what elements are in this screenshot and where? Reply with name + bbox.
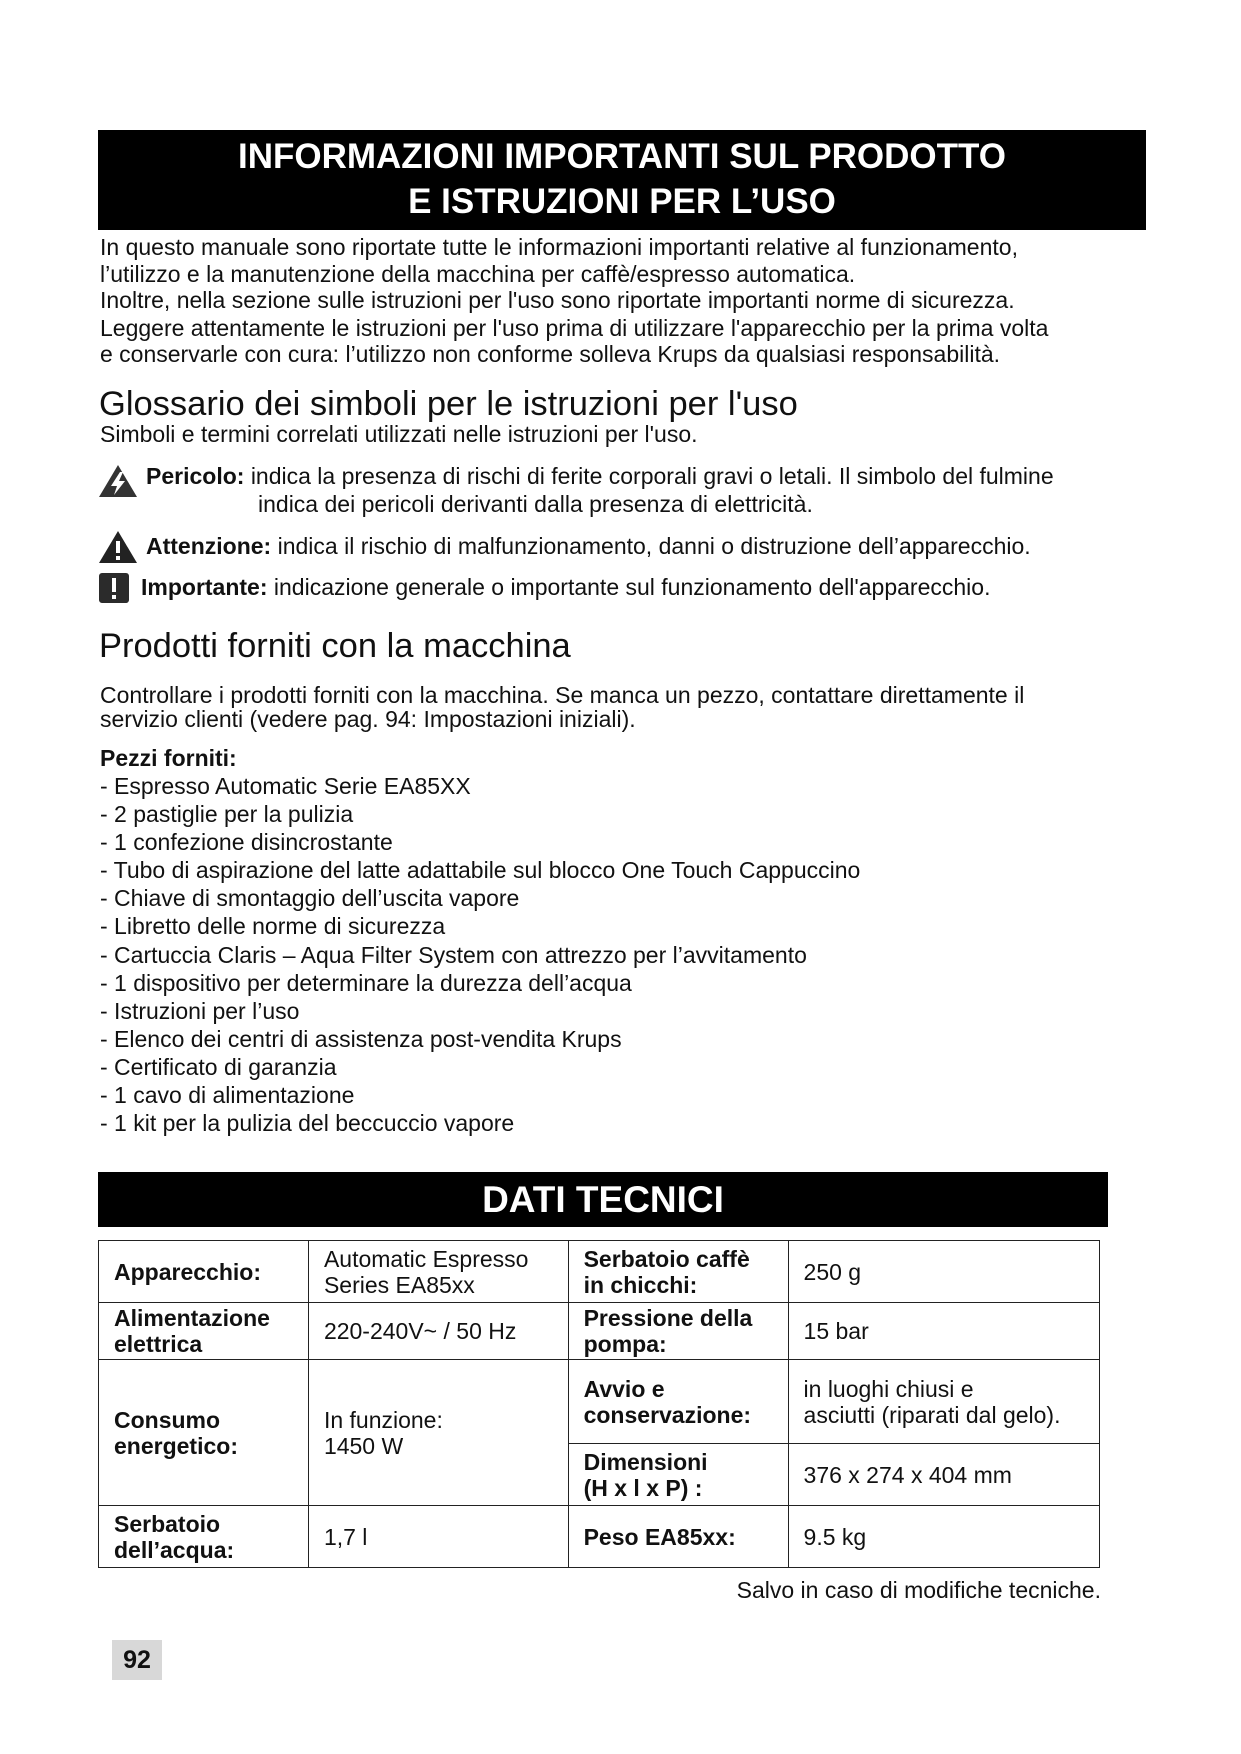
parts-list — [100, 772, 860, 1137]
apparecchio-label: Apparecchio: — [99, 1241, 309, 1303]
glossary-pericolo — [98, 462, 1158, 518]
pressione-label-line: pompa: — [583, 1331, 667, 1357]
importante-text: indicazione generale o importante sul funzionamento dell'apparecchio. — [273, 574, 991, 600]
glossary-subtitle: Simboli e termini correlati utilizzati nelle istruzioni per l'uso. — [100, 421, 698, 447]
avvio-label — [568, 1360, 788, 1444]
parts-label: Pezzi forniti: — [100, 745, 237, 771]
intro-line: Leggere attentamente le istruzioni per l'uso prima di utilizzare l'apparecchio per la prima volta — [100, 314, 1049, 341]
attenzione-text: indica il rischio di malfunzionamento, danni o distruzione dell’apparecchio. — [277, 533, 1031, 559]
table-row — [99, 1506, 1100, 1568]
tech-heading-banner — [98, 1172, 1108, 1227]
attenzione-label: Attenzione: — [146, 533, 272, 559]
table-row — [99, 1360, 1100, 1444]
pressione-label-line: Pressione della — [583, 1305, 753, 1331]
list-item: - Istruzioni per l’uso — [100, 997, 300, 1024]
list-item: - Chiave di smontaggio dell’uscita vapore — [100, 885, 520, 912]
apparecchio-value-line: Automatic Espresso — [323, 1245, 529, 1272]
peso-value: 9.5 kg — [788, 1506, 1099, 1568]
serbatoio-acqua-label-line: dell’acqua: — [114, 1536, 235, 1563]
exclamation-box-icon — [98, 572, 130, 604]
page-number: 92 — [112, 1640, 162, 1680]
serbatoio-acqua-label — [99, 1506, 309, 1568]
page-title-line1: INFORMAZIONI IMPORTANTI SUL PRODOTTO — [237, 137, 1007, 176]
intro-line: Inoltre, nella sezione sulle istruzioni per l'uso sono riportate importanti norme di sicurezza. — [100, 287, 1015, 313]
intro-paragraph — [100, 234, 1160, 368]
dimensioni-label-line: (H x l x P) : — [583, 1474, 703, 1501]
avvio-value-line: in luoghi chiusi e — [803, 1375, 974, 1402]
lightning-warning-icon — [98, 464, 138, 498]
products-heading: Prodotti forniti con la macchina — [99, 627, 571, 665]
consumo-value-line: 1450 W — [323, 1432, 404, 1459]
products-line: Controllare i prodotti forniti con la macchina. Se manca un pezzo, contattare direttamente il — [100, 682, 1025, 708]
intro-line: In questo manuale sono riportate tutte le informazioni importanti relative al funzionamento, — [100, 234, 1018, 260]
list-item: - Elenco dei centri di assistenza post-vendita Krups — [100, 1025, 622, 1052]
serbatoio-caffe-label — [568, 1241, 788, 1303]
glossary-attenzione — [98, 532, 1158, 560]
importante-label: Importante: — [141, 574, 268, 600]
warning-triangle-icon — [98, 530, 138, 564]
glossary-heading: Glossario dei simboli per le istruzioni per l'uso — [99, 385, 798, 423]
table-row — [99, 1303, 1100, 1360]
avvio-value — [788, 1360, 1099, 1444]
pericolo-text-cont: indica dei pericoli derivanti dalla presenza di elettricità. — [258, 491, 813, 517]
alimentazione-label — [99, 1303, 309, 1360]
avvio-value-line: asciutti (riparati dal gelo). — [803, 1401, 1061, 1428]
list-item: - Cartuccia Claris – Aqua Filter System con attrezzo per l’avvitamento — [100, 941, 807, 968]
consumo-label-line: Consumo — [114, 1406, 221, 1433]
table-row — [99, 1241, 1100, 1303]
serbatoio-caffe-value: 250 g — [788, 1241, 1099, 1303]
pressione-label — [568, 1303, 788, 1360]
peso-label: Peso EA85xx: — [568, 1506, 788, 1568]
alimentazione-value: 220-240V~ / 50 Hz — [308, 1303, 568, 1360]
pressione-value: 15 bar — [788, 1303, 1099, 1360]
list-item: - Tubo di aspirazione del latte adattabile sul blocco One Touch Cappuccino — [100, 857, 861, 884]
intro-line: l’utilizzo e la manutenzione della macchina per caffè/espresso automatica. — [100, 260, 856, 287]
tech-table — [98, 1240, 1100, 1568]
consumo-label — [99, 1360, 309, 1506]
consumo-value-line: In funzione: — [323, 1406, 443, 1433]
dimensioni-label — [568, 1444, 788, 1506]
list-item: - Libretto delle norme di sicurezza — [100, 913, 446, 940]
alimentazione-label-line: elettrica — [114, 1331, 203, 1357]
page-title-banner — [98, 130, 1146, 230]
page-title-line2: E ISTRUZIONI PER L’USO — [408, 182, 836, 221]
serbatoio-acqua-label-line: Serbatoio — [114, 1510, 221, 1537]
list-item: - 2 pastiglie per la pulizia — [100, 801, 354, 828]
glossary-importante — [98, 573, 1158, 601]
list-item: - 1 cavo di alimentazione — [100, 1082, 355, 1109]
apparecchio-value-line: Series EA85xx — [323, 1271, 475, 1298]
intro-line: e conservarle con cura: l’utilizzo non conforme solleva Krups da qualsiasi responsabilità. — [100, 341, 1001, 367]
serbatoio-caffe-label-line: in chicchi: — [583, 1271, 698, 1298]
footnote: Salvo in caso di modifiche tecniche. — [736, 1577, 1101, 1603]
consumo-label-line: energetico: — [114, 1432, 238, 1459]
serbatoio-caffe-label-line: Serbatoio caffè — [583, 1245, 750, 1272]
products-paragraph — [100, 682, 1160, 732]
products-line: servizio clienti (vedere pag. 94: Impostazioni iniziali). — [100, 705, 636, 732]
list-item: - 1 kit per la pulizia del beccuccio vapore — [100, 1110, 515, 1137]
consumo-value — [308, 1360, 568, 1506]
dimensioni-label-line: Dimensioni — [583, 1448, 708, 1475]
serbatoio-acqua-value: 1,7 l — [308, 1506, 568, 1568]
alimentazione-label-line: Alimentazione — [114, 1305, 270, 1331]
list-item: - Espresso Automatic Serie EA85XX — [100, 773, 471, 799]
list-item: - 1 dispositivo per determinare la durezza dell’acqua — [100, 969, 632, 996]
list-item: - Certificato di garanzia — [100, 1053, 337, 1080]
list-item: - 1 confezione disincrostante — [100, 829, 393, 856]
avvio-label-line: Avvio e — [583, 1375, 665, 1402]
avvio-label-line: conservazione: — [583, 1401, 752, 1428]
pericolo-text: indica la presenza di rischi di ferite corporali gravi o letali. Il simbolo del fulmine — [250, 463, 1054, 489]
tech-heading: DATI TECNICI — [482, 1179, 724, 1220]
dimensioni-value: 376 x 274 x 404 mm — [788, 1444, 1099, 1506]
pericolo-label: Pericolo: — [146, 463, 245, 489]
apparecchio-value — [308, 1241, 568, 1303]
